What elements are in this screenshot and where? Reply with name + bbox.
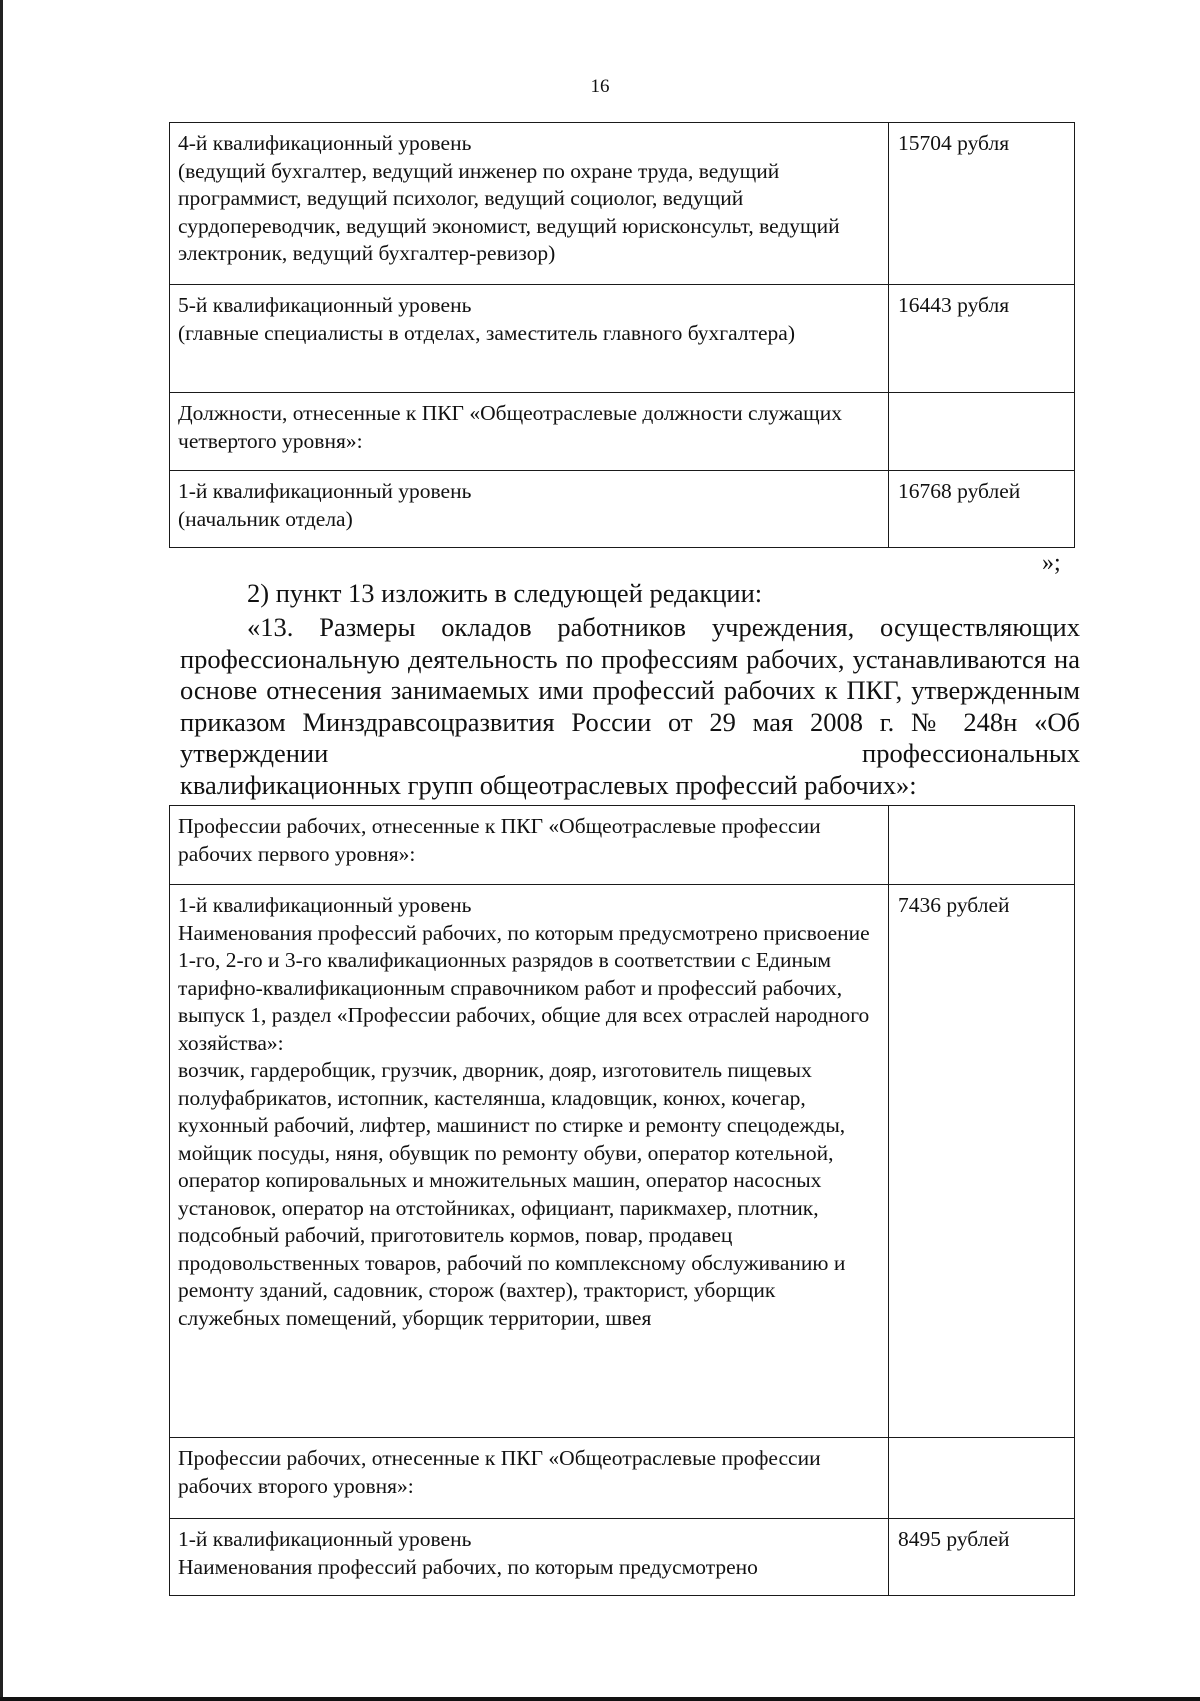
paragraph-item-13: «13. Размеры окладов работников учреждения, осуществляющих профессиональную деятельность по профессиям рабочих, устанавливаются на основе отнесения занимаемых ими профессий рабочих к ПКГ, утвержденным приказом Минздравсоцразвития России от 29 мая 2008 г. № 248н «Об утверждении профессиональных — [180, 612, 1080, 768]
closing-quote-mark: »; — [1042, 550, 1061, 576]
cell-text: 5-й квалификационный уровень (главные специалисты в отделах, заместитель главного бухгалтера) — [178, 293, 795, 345]
table-cell-salary — [889, 285, 1075, 393]
salary-value: 16443 рубля — [898, 293, 1010, 317]
table-cell-description — [170, 806, 889, 885]
cell-text: Должности, отнесенные к ПКГ «Общеотраслевые должности служащих четвертого уровня»: — [178, 401, 842, 453]
table-cell-description — [170, 1438, 889, 1519]
table-cell-salary — [889, 806, 1075, 885]
table-cell-description — [170, 471, 889, 548]
cell-text: 1-й квалификационный уровень (начальник отдела) — [178, 479, 472, 531]
paragraph-item-13-last-line: квалификационных групп общеотраслевых профессий рабочих»: — [180, 770, 917, 800]
table-cell-description — [170, 393, 889, 471]
table-row — [170, 1438, 1075, 1519]
table-cell-salary — [889, 1438, 1075, 1519]
table-cell-salary — [889, 393, 1075, 471]
table-cell-salary — [889, 471, 1075, 548]
table-row — [170, 123, 1075, 285]
table-cell-description — [170, 885, 889, 1438]
cell-text: 1-й квалификационный уровень Наименования профессий рабочих, по которым предусмотрено — [178, 1527, 758, 1579]
salary-value: 15704 рубля — [898, 131, 1010, 155]
table-cell-description — [170, 123, 889, 285]
table-row — [170, 471, 1075, 548]
table-cell-salary — [889, 1519, 1075, 1596]
salary-table-employees — [169, 122, 1075, 548]
table-cell-salary — [889, 123, 1075, 285]
table-cell-description — [170, 285, 889, 393]
cell-text: Профессии рабочих, отнесенные к ПКГ «Общеотраслевые профессии рабочих первого уровня»: — [178, 814, 821, 866]
table-cell-description — [170, 1519, 889, 1596]
table-row — [170, 393, 1075, 471]
table-row — [170, 806, 1075, 885]
table-row — [170, 285, 1075, 393]
salary-value: 16768 рублей — [898, 479, 1021, 503]
cell-text: 1-й квалификационный уровень Наименования профессий рабочих, по которым предусмотрено присвоение 1-го, 2-го и 3-го квалификационных разрядов в соответствии с Единым тарифно-квалификационным справочником работ и профессий рабочих, выпуск 1, раздел «Профессии рабочих, общие для всех отраслей народного хозяйства»: возчик, гардеробщик, грузчик, дворник, дояр, изготовитель пищевых полуфабрикатов, истопник, кастелянша, кладовщик, конюх, кочегар, кухонный рабочий, лифтер, машинист по стирке и ремонту спецодежды, мойщик посуды, няня, обувщик по ремонту обуви, оператор котельной, оператор копировальных и множительных машин, оператор насосных установок, оператор на отстойниках, официант, парикмахер, плотник, подсобный рабочий, приготовитель кормов, повар, продавец продовольственных товаров, рабочий по комплексному обслуживанию и ремонту зданий, садовник, сторож (вахтер), тракторист, уборщик служебных помещений, уборщик территории, швея — [178, 893, 870, 1330]
salary-value: 7436 рублей — [898, 893, 1010, 917]
cell-text: Профессии рабочих, отнесенные к ПКГ «Общеотраслевые профессии рабочих второго уровня»: — [178, 1446, 821, 1498]
scan-edge-left — [0, 0, 3, 1701]
salary-table-workers — [169, 805, 1075, 1596]
table-row — [170, 885, 1075, 1438]
table-row — [170, 1519, 1075, 1596]
paragraph-item-2: 2) пункт 13 изложить в следующей редакции: — [247, 578, 763, 608]
salary-value: 8495 рублей — [898, 1527, 1010, 1551]
page-number: 16 — [590, 76, 610, 97]
scan-edge-bottom — [0, 1697, 1200, 1701]
cell-text: 4-й квалификационный уровень (ведущий бухгалтер, ведущий инженер по охране труда, ведущий программист, ведущий психолог, ведущий социолог, ведущий сурдопереводчик, ведущий экономист, ведущий юрисконсульт, ведущий электроник, ведущий бухгалтер-ревизор) — [178, 131, 840, 265]
table-cell-salary — [889, 885, 1075, 1438]
